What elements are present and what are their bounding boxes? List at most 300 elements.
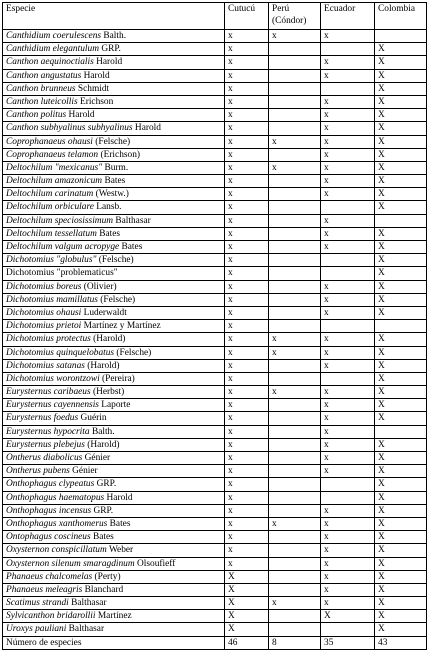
presence-colombia: X [375,491,427,504]
table-row [3,583,427,596]
presence-cutucu: x [225,544,269,557]
table-row [3,161,427,174]
species-distribution-table [2,2,427,650]
presence-colombia: X [375,504,427,517]
species-cell [3,478,225,491]
species-name: Oxysternon conspicillatum [6,545,107,556]
species-name: Uroxys pauliani [6,624,67,635]
species-cell [3,504,225,517]
species-author: Bates [109,518,131,529]
species-cell [3,293,225,306]
presence-colombia [375,214,427,227]
presence-colombia: X [375,399,427,412]
presence-cutucu: x [225,452,269,465]
table-row [3,188,427,201]
species-name: Onthophagus clypeatus [6,479,95,490]
table-body [3,30,427,637]
presence-peru [269,425,321,438]
species-name: Eurysternus caribaeus [6,387,91,398]
presence-cutucu: x [225,293,269,306]
presence-colombia: X [375,517,427,530]
species-author: (Olivier) [83,281,117,292]
presence-peru [269,175,321,188]
species-name: Canthidium coerulescens [6,31,102,41]
presence-ecuador: x [321,161,375,174]
species-name: Canthon aequinoctialis [6,57,94,68]
table-row [3,43,427,56]
presence-peru: x [269,386,321,399]
species-cell [3,412,225,425]
species-cell [3,214,225,227]
species-cell [3,425,225,438]
presence-ecuador [321,82,375,95]
species-name: Canthon luteicollis [6,96,78,107]
presence-ecuador [321,478,375,491]
species-author: Génier [72,466,98,477]
species-author: GRP. [93,505,114,516]
species-name: Sylvicanthon bridarollii [6,611,96,622]
species-cell [3,280,225,293]
presence-cutucu: x [225,148,269,161]
presence-ecuador: x [321,438,375,451]
presence-ecuador: x [321,227,375,240]
species-cell [3,254,225,267]
table-row [3,201,427,214]
presence-cutucu: x [225,188,269,201]
presence-colombia [375,30,427,43]
table-row [3,241,427,254]
species-author: Harold [134,123,161,134]
table-row [3,30,427,43]
table-row [3,346,427,359]
presence-colombia: X [375,623,427,636]
species-name: Dichotomius "globulus" [6,255,97,266]
presence-peru [269,267,321,280]
presence-cutucu: X [225,623,269,636]
presence-colombia: X [375,306,427,319]
presence-ecuador: x [321,465,375,478]
species-cell [3,346,225,359]
presence-cutucu: x [225,491,269,504]
presence-cutucu: x [225,517,269,530]
presence-ecuador: x [321,517,375,530]
presence-ecuador: x [321,583,375,596]
species-cell [3,241,225,254]
presence-peru [269,148,321,161]
presence-peru [269,201,321,214]
presence-ecuador: x [321,504,375,517]
presence-colombia: X [375,293,427,306]
presence-cutucu: x [225,504,269,517]
presence-peru: x [269,30,321,43]
species-author: Martínez [97,611,132,622]
species-name: Dichotomius satanas [6,360,85,371]
species-author: Weber [108,545,134,556]
table-row [3,254,427,267]
table-row [3,372,427,385]
table-row [3,306,427,319]
species-name: Ontophagus coscineus [6,532,91,543]
table-row [3,148,427,161]
species-name: Dichotomius quinquelobatus [6,347,115,358]
presence-cutucu: x [225,557,269,570]
presence-ecuador: x [321,597,375,610]
species-author: Blanchard [84,584,124,595]
table-row [3,531,427,544]
species-cell [3,399,225,412]
presence-cutucu: x [225,56,269,69]
presence-cutucu: x [225,425,269,438]
table-row [3,122,427,135]
table-row [3,465,427,478]
species-author: (Harold) [87,360,120,371]
species-author: (Herbst) [92,387,125,398]
presence-ecuador: x [321,306,375,319]
presence-peru [269,372,321,385]
presence-colombia: X [375,69,427,82]
presence-peru [269,570,321,583]
species-name: Deltochilum speciosissimum [6,215,114,226]
presence-colombia: X [375,148,427,161]
species-name: Canthon brunneus [6,83,76,94]
species-author: Harold [96,57,123,68]
presence-ecuador: x [321,122,375,135]
table-row [3,623,427,636]
species-author: Balthasar [115,215,151,226]
table-row [3,399,427,412]
species-cell [3,438,225,451]
presence-peru: x [269,135,321,148]
table-row [3,95,427,108]
table-row [3,280,427,293]
presence-colombia: X [375,241,427,254]
species-author: (Perty) [94,571,121,582]
table-row [3,610,427,623]
species-author: Erichson [79,96,114,107]
presence-cutucu: x [225,531,269,544]
species-cell [3,175,225,188]
species-cell [3,267,225,280]
presence-colombia: X [375,583,427,596]
species-author: (Felsche) [100,294,136,305]
presence-cutucu: x [225,359,269,372]
presence-cutucu: x [225,241,269,254]
presence-colombia: X [375,372,427,385]
presence-cutucu: x [225,438,269,451]
species-name: Coprophanaeus ohausi [6,136,93,147]
presence-colombia: X [375,135,427,148]
species-author: Harold [83,70,110,81]
species-name: Eurysternus cayennensis [6,400,99,411]
species-name: Coprophanaeus telamon [6,149,99,160]
presence-cutucu: x [225,175,269,188]
species-name: Canthon subhyalinus subhyalinus [6,123,133,134]
presence-colombia: X [375,122,427,135]
presence-ecuador: x [321,175,375,188]
species-cell [3,95,225,108]
presence-colombia: X [375,188,427,201]
presence-ecuador [321,254,375,267]
presence-colombia [375,425,427,438]
species-author: Harold [68,110,95,121]
table-row [3,438,427,451]
presence-ecuador: x [321,425,375,438]
species-author: Bates [121,242,143,252]
table-row [3,56,427,69]
species-cell [3,201,225,214]
presence-peru [269,531,321,544]
presence-peru [269,109,321,122]
species-author: Harold [106,492,133,503]
presence-ecuador [321,43,375,56]
species-cell [3,69,225,82]
presence-colombia: X [375,465,427,478]
presence-ecuador: x [321,280,375,293]
species-name: Dichotomius prietoi [6,321,82,332]
presence-cutucu: X [225,583,269,596]
species-name: Onthophagus incensus [6,505,92,516]
presence-cutucu: x [225,69,269,82]
species-cell [3,148,225,161]
presence-peru [269,465,321,478]
presence-peru [269,438,321,451]
presence-peru [269,359,321,372]
species-name: Phanaeus meleagris [6,584,83,595]
presence-ecuador: x [321,359,375,372]
presence-ecuador: X [321,610,375,623]
presence-peru [269,188,321,201]
species-cell [3,517,225,530]
presence-colombia: X [375,175,427,188]
species-author: Martínez y Martínez [83,321,161,332]
presence-peru [269,399,321,412]
presence-cutucu: x [225,201,269,214]
species-name: Onthophagus haematopus [6,492,105,503]
presence-peru [269,306,321,319]
table-row [3,320,427,333]
species-name: Dichotomius ohausi [6,307,82,318]
presence-ecuador: x [321,452,375,465]
species-name: Deltochilum orbiculare [6,202,94,213]
presence-ecuador: x [321,56,375,69]
species-author: Génier [84,453,111,463]
presence-colombia: X [375,267,427,280]
presence-ecuador [321,372,375,385]
table-row [3,293,427,306]
species-name: Phanaeus chalcomelas [6,571,93,582]
table-row [3,333,427,346]
presence-colombia: X [375,280,427,293]
header-peru [269,3,321,30]
presence-peru [269,254,321,267]
presence-ecuador: x [321,557,375,570]
species-name: Dichotomius protectus [6,334,91,345]
presence-colombia: X [375,544,427,557]
presence-cutucu: x [225,227,269,240]
species-author: Olsoufieff [136,558,176,569]
presence-colombia: X [375,412,427,425]
species-name: Deltochilum tessellatum [6,228,97,239]
table-row [3,504,427,517]
species-name: Dichotomius worontzowi [6,373,100,384]
presence-peru [269,56,321,69]
presence-peru [269,491,321,504]
table-row [3,491,427,504]
presence-cutucu: X [225,597,269,610]
species-author: (Felsche) [98,255,134,266]
presence-ecuador: x [321,386,375,399]
species-name: Eurysternus foedus [6,413,79,424]
table-row [3,570,427,583]
presence-colombia: X [375,452,427,465]
species-cell [3,30,225,43]
table-row [3,267,427,280]
species-cell [3,570,225,583]
presence-peru [269,227,321,240]
presence-colombia [375,320,427,333]
presence-peru [269,43,321,56]
species-name: Oxysternon silenum smaragdinum [6,558,135,569]
presence-peru [269,69,321,82]
presence-colombia: X [375,161,427,174]
presence-colombia: X [375,478,427,491]
species-cell [3,583,225,596]
presence-cutucu: x [225,386,269,399]
species-name: Ontherus pubens [6,466,70,477]
presence-peru [269,95,321,108]
presence-peru [269,280,321,293]
presence-cutucu: x [225,346,269,359]
table-row [3,597,427,610]
presence-colombia: X [375,386,427,399]
species-cell [3,56,225,69]
presence-ecuador [321,267,375,280]
species-author: (Westw.) [95,189,129,200]
presence-ecuador: x [321,333,375,346]
presence-peru [269,478,321,491]
presence-cutucu: x [225,465,269,478]
table-row [3,109,427,122]
species-author: Balthasar [71,598,107,609]
totals-row [3,636,427,649]
presence-cutucu: X [225,570,269,583]
species-author: Luderwaldt [83,307,127,318]
presence-colombia: X [375,438,427,451]
species-cell [3,135,225,148]
presence-colombia: X [375,346,427,359]
presence-colombia: X [375,43,427,56]
presence-peru [269,320,321,333]
species-cell [3,597,225,610]
table-row [3,82,427,95]
presence-colombia: X [375,109,427,122]
species-author: Laporte [101,400,131,411]
presence-cutucu: x [225,399,269,412]
totals-label: Número de especies [3,636,225,649]
species-name: Deltochilum "mexicanus" [6,162,103,173]
presence-peru [269,452,321,465]
species-name: Scatimus strandi [6,598,69,609]
species-author: Bates [104,176,126,187]
presence-cutucu: x [225,43,269,56]
presence-colombia: X [375,333,427,346]
presence-colombia: X [375,557,427,570]
species-author: Lansb. [96,202,122,213]
presence-cutucu: x [225,254,269,267]
species-name: Dichotomius "problematicus" [6,268,118,279]
species-author: (Felsche) [116,347,152,358]
table-row [3,425,427,438]
presence-peru [269,241,321,254]
species-cell [3,320,225,333]
presence-colombia: X [375,570,427,583]
totals-cutucu: 46 [225,636,269,649]
table-row [3,175,427,188]
presence-ecuador: x [321,531,375,544]
presence-peru [269,504,321,517]
presence-peru [269,122,321,135]
species-author: Balth. [103,31,127,41]
presence-cutucu: x [225,372,269,385]
presence-peru: x [269,517,321,530]
table-row [3,517,427,530]
header-peru-label: Perú (Cóndor) [272,4,307,26]
species-cell [3,557,225,570]
table-row [3,69,427,82]
presence-ecuador [321,201,375,214]
presence-ecuador: x [321,346,375,359]
header-colombia: Colombia [375,3,427,30]
presence-peru: x [269,161,321,174]
species-name: Canthon angustatus [6,70,82,81]
presence-peru [269,583,321,596]
header-row [3,3,427,30]
totals-peru: 8 [269,636,321,649]
presence-cutucu: x [225,280,269,293]
presence-cutucu: x [225,306,269,319]
header-cutucu: Cutucú [225,3,269,30]
presence-cutucu: x [225,161,269,174]
totals-colombia: 43 [375,636,427,649]
presence-peru: x [269,346,321,359]
presence-cutucu: x [225,214,269,227]
presence-ecuador: x [321,214,375,227]
species-cell [3,43,225,56]
presence-cutucu: x [225,412,269,425]
presence-cutucu: x [225,109,269,122]
presence-colombia: X [375,227,427,240]
species-name: Eurysternus plebejus [6,439,85,450]
species-author: (Felsche) [95,136,131,147]
species-cell [3,491,225,504]
presence-colombia: X [375,95,427,108]
presence-ecuador: x [321,109,375,122]
presence-ecuador: x [321,399,375,412]
species-cell [3,227,225,240]
presence-peru [269,623,321,636]
species-author: Balthasar [68,624,105,635]
presence-colombia: X [375,531,427,544]
presence-ecuador: x [321,293,375,306]
table-row [3,135,427,148]
species-author: GRP. [101,44,121,55]
totals-ecuador: 35 [321,636,375,649]
presence-peru [269,544,321,557]
species-author: (Harold) [93,334,126,345]
presence-colombia: X [375,254,427,267]
presence-cutucu: X [225,610,269,623]
presence-colombia: X [375,56,427,69]
